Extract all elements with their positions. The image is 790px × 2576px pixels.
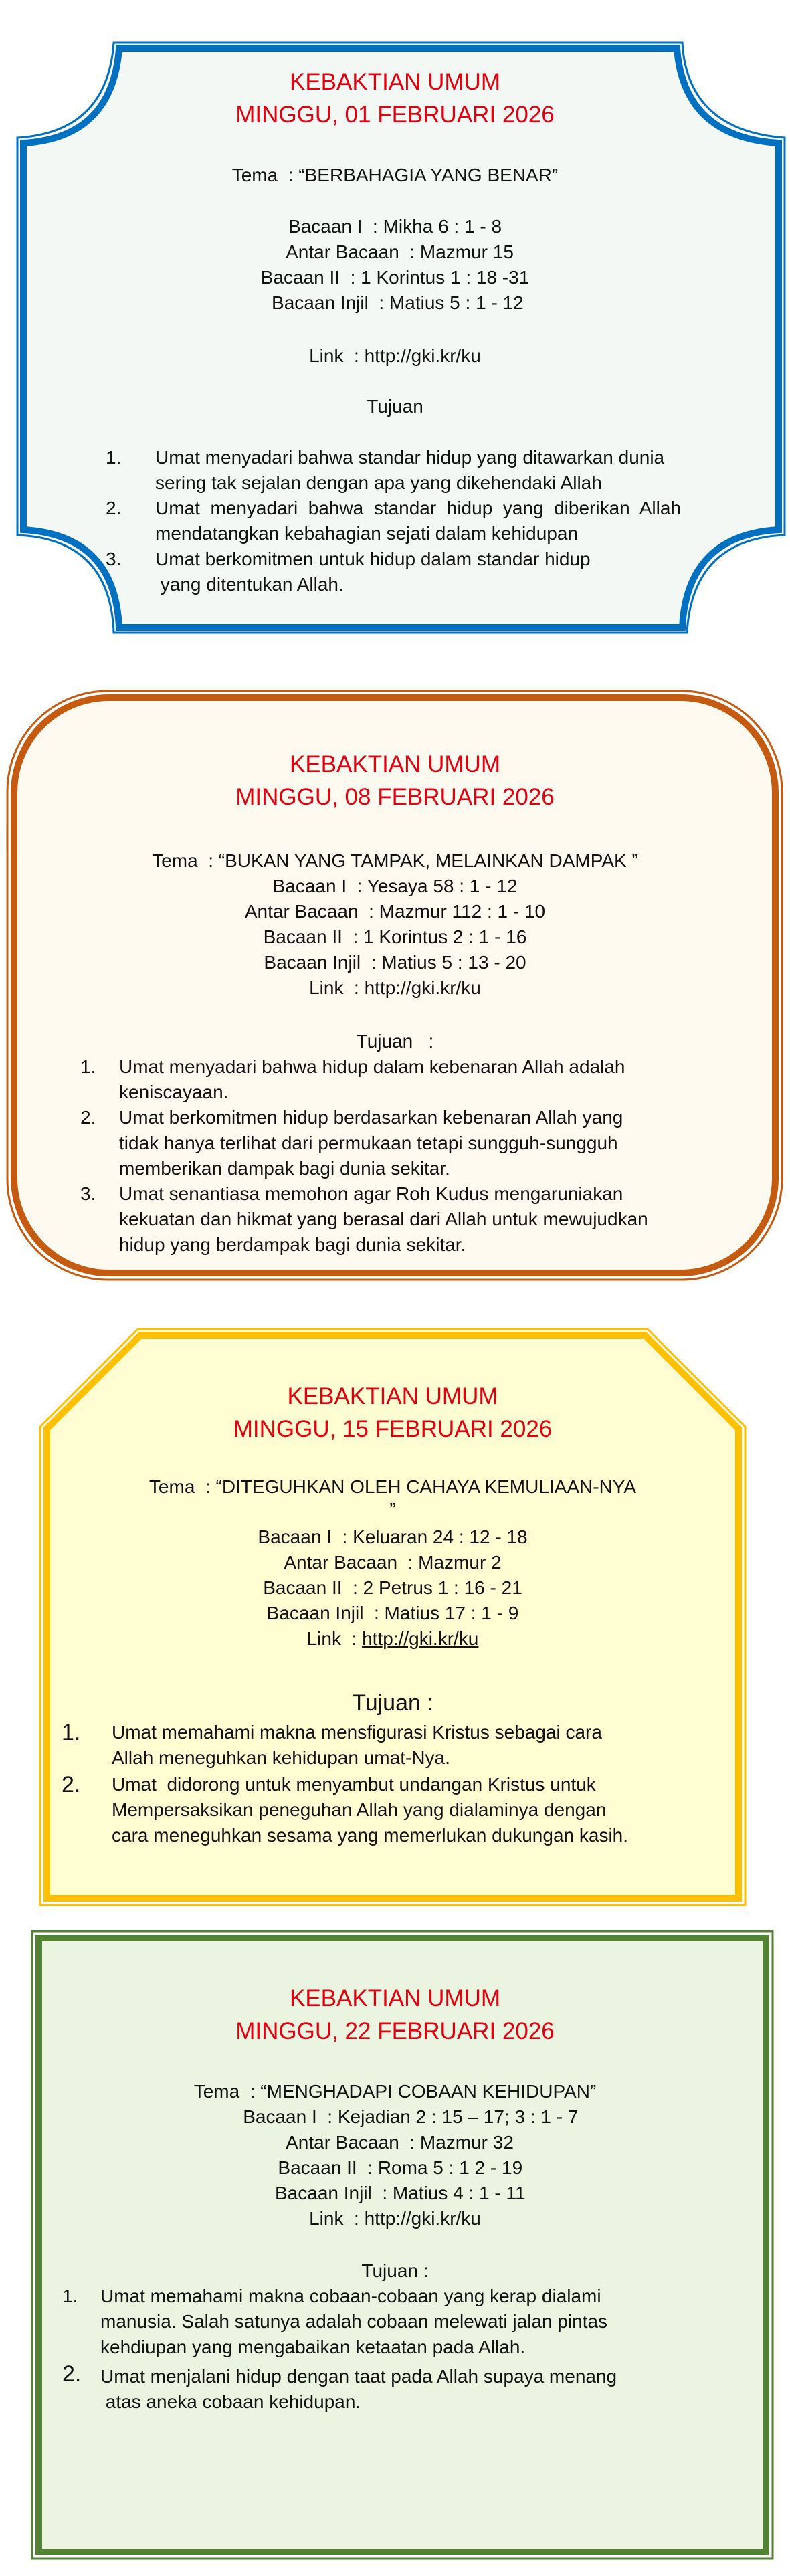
goal-number: 3. (106, 549, 122, 569)
goal-text-line: Umat menyadari bahwa hidup dalam kebenaran Allah adalah (119, 1056, 625, 1077)
service-title: KEBAKTIAN UMUM (289, 1985, 501, 2011)
goal-text-line: atas aneka cobaan kehidupan. (100, 2391, 361, 2412)
goal-text-line: memberikan dampak bagi dunia sekitar. (119, 1158, 450, 1179)
goal-text-line: Allah meneguhkan kehidupan umat-Nya. (112, 1747, 450, 1768)
link-url[interactable]: http://gki.kr/ku (364, 345, 481, 366)
reading-gospel: Bacaan Injil : Matius 4 : 1 - 11 (264, 2183, 526, 2203)
theme: Tema : “DITEGUHKAN OLEH CAHAYA KEMULIAAN-NYA (149, 1476, 637, 1497)
reading-psalm: Antar Bacaan : Mazmur 32 (276, 2132, 514, 2153)
tujuan-heading: Tujuan : (361, 2260, 429, 2281)
service-date: MINGGU, 08 FEBRUARI 2026 (235, 784, 555, 810)
reading-1: Bacaan I : Mikha 6 : 1 - 8 (288, 216, 502, 237)
goal-item (62, 2284, 758, 2360)
tujuan-heading: Tujuan : (356, 1031, 434, 1052)
goal-text-line: Umat senantiasa memohon agar Roh Kudus mengaruniakan (119, 1183, 623, 1204)
link-row (0, 2206, 790, 2232)
service-date: MINGGU, 01 FEBRUARI 2026 (235, 102, 555, 128)
tujuan-heading: Tujuan (367, 396, 423, 417)
goal-text-line: sering tak sejalan dengan apa yang dikehendaki Allah (155, 472, 602, 493)
theme: Tema : “BUKAN YANG TAMPAK, MELAINKAN DAMPAK ” (152, 850, 638, 871)
goal-text-line: Umat berkomitmen hidup berdasarkan kebenaran Allah yang (119, 1107, 623, 1128)
theme-closing-quote: ” (389, 1499, 396, 1520)
goal-number: 1. (106, 447, 122, 468)
reading-gospel: Bacaan Injil : Matius 5 : 13 - 20 (264, 952, 526, 973)
reading-psalm: Antar Bacaan : Mazmur 112 : 1 - 10 (244, 901, 546, 922)
goal-number: 1. (62, 2286, 78, 2306)
goal-text-line: Umat menjalani hidup dengan taat pada Allah supaya menang (100, 2366, 617, 2387)
goal-number: 2. (80, 1107, 96, 1128)
reading-2: Bacaan II : 2 Petrus 1 : 16 - 21 (263, 1577, 522, 1598)
theme: Tema : “BERBAHAGIA YANG BENAR” (231, 165, 559, 185)
link-label: Link : (309, 345, 365, 366)
goal-text-line: Umat memahami makna cobaan-cobaan yang kerap dialami (100, 2286, 601, 2306)
goal-number: 1. (80, 1056, 96, 1077)
link-url[interactable]: http://gki.kr/ku (364, 2208, 481, 2229)
link-url[interactable]: http://gki.kr/ku (362, 1628, 479, 1649)
link-label: Link : (306, 1628, 363, 1649)
link-label: Link : (309, 977, 365, 998)
reading-gospel: Bacaan Injil : Matius 5 : 1 - 12 (266, 292, 524, 313)
reading-2: Bacaan II : 1 Korintus 1 : 18 -31 (260, 267, 530, 288)
goal-text-line: yang ditentukan Allah. (155, 574, 344, 595)
service-date: MINGGU, 15 FEBRUARI 2026 (233, 1416, 553, 1442)
reading-1: Bacaan I : Yesaya 58 : 1 - 12 (272, 876, 518, 896)
goal-text-line: mendatangkan kebahagian sejati dalam kehidupan (155, 523, 579, 544)
service-title: KEBAKTIAN UMUM (289, 69, 501, 95)
reading-1: Bacaan I : Keluaran 24 : 12 - 18 (258, 1526, 528, 1547)
goals-list (62, 2284, 758, 2415)
goal-text-line: tidak hanya terlihat dari permukaan tetapi sungguh-sungguh (119, 1132, 618, 1153)
goal-text-line: keniscayaan. (119, 1082, 229, 1102)
link-label: Link : (309, 2208, 365, 2229)
goal-text-line: manusia. Salah satunya adalah cobaan melewati jalan pintas (100, 2311, 608, 2332)
goal-number: 1. (62, 1720, 81, 1745)
goal-number: 2. (62, 2361, 82, 2387)
goal-text-line: hidup yang berdampak bagi dunia sekitar. (119, 1234, 466, 1255)
link-url[interactable]: http://gki.kr/ku (364, 977, 481, 998)
reading-psalm: Antar Bacaan : Mazmur 2 (284, 1552, 502, 1573)
reading-psalm: Antar Bacaan : Mazmur 15 (276, 241, 514, 262)
goal-text-line: Mempersaksikan peneguhan Allah yang dialaminya dengan (112, 1799, 607, 1820)
service-title: KEBAKTIAN UMUM (287, 1383, 498, 1409)
goal-text-line: kehdiupan yang mengabaikan ketaatan pada Allah. (100, 2337, 526, 2357)
goal-text-line: Umat menyadari bahwa standar hidup yang diberikan Allah (155, 498, 682, 518)
goal-text-line: Umat menyadari bahwa standar hidup yang ditawarkan dunia (155, 447, 665, 468)
tujuan-heading: Tujuan : (352, 1690, 433, 1716)
service-title: KEBAKTIAN UMUM (289, 751, 501, 777)
service-date: MINGGU, 22 FEBRUARI 2026 (235, 2018, 555, 2044)
goal-text-line: Umat berkomitmen untuk hidup dalam standar hidup (155, 549, 591, 569)
reading-2: Bacaan II : Roma 5 : 1 2 - 19 (267, 2157, 523, 2178)
goal-number: 2. (106, 498, 122, 518)
goal-number: 2. (62, 1772, 81, 1797)
goal-number: 3. (80, 1183, 96, 1204)
goal-item (62, 2361, 758, 2415)
theme: Tema : “MENGHADAPI COBAAN KEHIDUPAN” (193, 2081, 597, 2102)
goal-text-line: Umat memahami makna mensfigurasi Kristus sebagai cara (112, 1722, 602, 1743)
goal-text-line: cara meneguhkan sesama yang memerlukan dukungan kasih. (112, 1825, 629, 1846)
reading-2: Bacaan II : 1 Korintus 2 : 1 - 16 (263, 926, 527, 947)
goal-text-line: kekuatan dan hikmat yang berasal dari Allah untuk mewujudkan (119, 1209, 648, 1229)
reading-gospel: Bacaan Injil : Matius 17 : 1 - 9 (266, 1603, 519, 1623)
goal-text-line: Umat didorong untuk menyambut undangan Kristus untuk (112, 1774, 596, 1795)
reading-1: Bacaan I : Kejadian 2 : 15 – 17; 3 : 1 - 7 (211, 2106, 579, 2127)
